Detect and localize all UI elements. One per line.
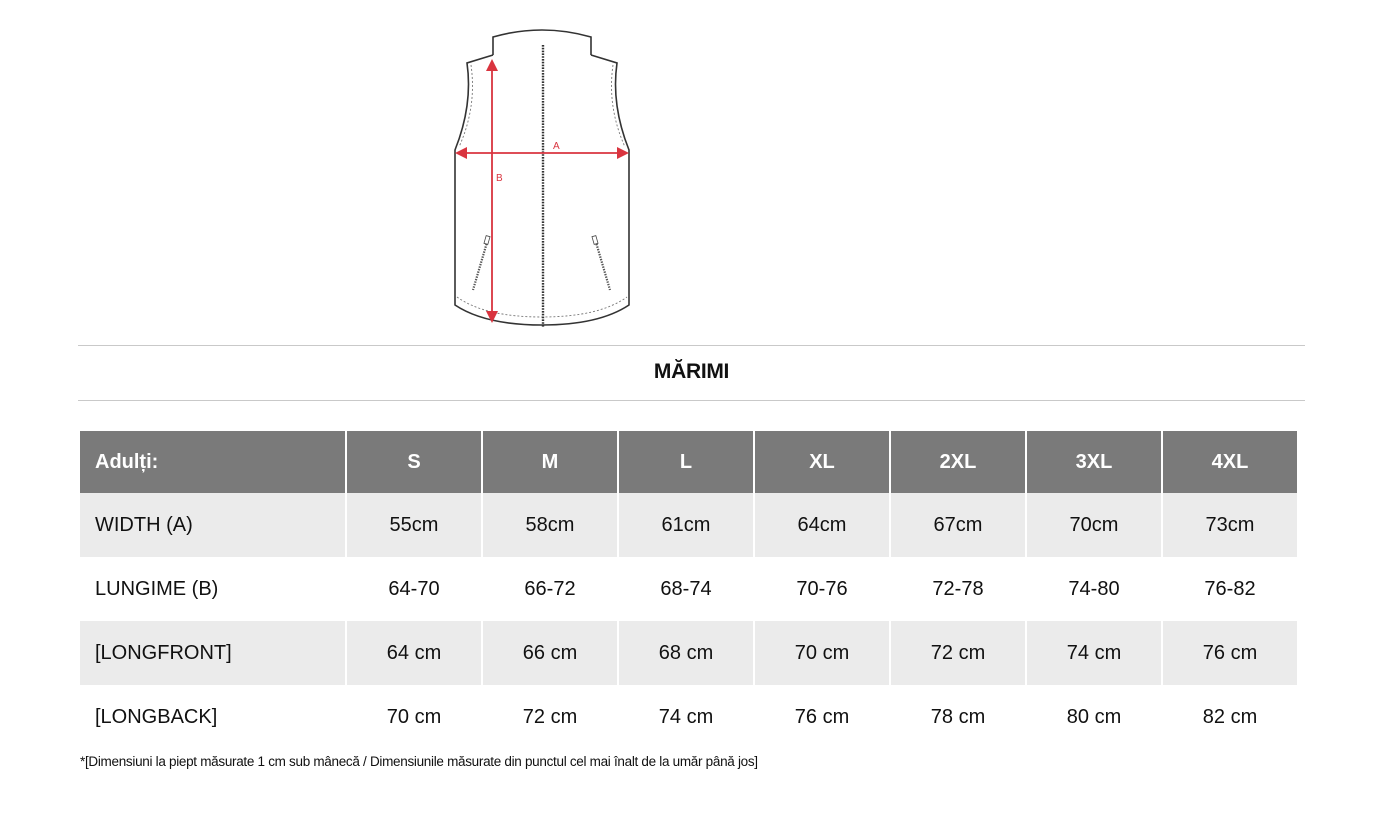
header-category: Adulți: xyxy=(80,431,345,493)
table-cell: 66 cm xyxy=(483,621,617,685)
table-cell: 72 cm xyxy=(483,685,617,749)
table-cell: 66-72 xyxy=(483,557,617,621)
footnote: *[Dimensiuni la piept măsurate 1 cm sub mânecă / Dimensiunile măsurate din punctul cel mai înalt de la umăr până jos] xyxy=(80,754,758,769)
table-cell: 70cm xyxy=(1027,493,1161,557)
table-row xyxy=(80,557,1297,621)
table-cell: 64cm xyxy=(755,493,889,557)
divider-top xyxy=(78,345,1305,346)
table-cell: 74 cm xyxy=(619,685,753,749)
measure-a-label: A xyxy=(553,141,560,152)
table-cell: 76 cm xyxy=(755,685,889,749)
table-cell: 68 cm xyxy=(619,621,753,685)
vest-diagram xyxy=(445,25,640,335)
table-cell: 74-80 xyxy=(1027,557,1161,621)
row-label: [LONGFRONT] xyxy=(80,621,345,685)
header-size: L xyxy=(619,431,753,493)
table-cell: 68-74 xyxy=(619,557,753,621)
row-label: [LONGBACK] xyxy=(80,685,345,749)
table-cell: 80 cm xyxy=(1027,685,1161,749)
row-label: WIDTH (A) xyxy=(80,493,345,557)
header-size: S xyxy=(347,431,481,493)
header-size: 4XL xyxy=(1163,431,1297,493)
table-row xyxy=(80,493,1297,557)
table-cell: 70 cm xyxy=(755,621,889,685)
table-cell: 70-76 xyxy=(755,557,889,621)
table-cell: 78 cm xyxy=(891,685,1025,749)
header-size: M xyxy=(483,431,617,493)
table-cell: 72-78 xyxy=(891,557,1025,621)
table-cell: 82 cm xyxy=(1163,685,1297,749)
table-cell: 64 cm xyxy=(347,621,481,685)
header-size: 2XL xyxy=(891,431,1025,493)
table-cell: 70 cm xyxy=(347,685,481,749)
table-cell: 72 cm xyxy=(891,621,1025,685)
table-cell: 73cm xyxy=(1163,493,1297,557)
table-cell: 55cm xyxy=(347,493,481,557)
table-row xyxy=(80,621,1297,685)
table-cell: 74 cm xyxy=(1027,621,1161,685)
table-cell: 76-82 xyxy=(1163,557,1297,621)
measure-b-label: B xyxy=(496,173,503,184)
table-cell: 67cm xyxy=(891,493,1025,557)
header-size: 3XL xyxy=(1027,431,1161,493)
table-row xyxy=(80,685,1297,749)
table-header-row xyxy=(80,431,1297,493)
row-label: LUNGIME (B) xyxy=(80,557,345,621)
header-size: XL xyxy=(755,431,889,493)
table-cell: 76 cm xyxy=(1163,621,1297,685)
size-table xyxy=(78,431,1299,749)
vest-measurement-icon xyxy=(445,25,640,335)
table-cell: 64-70 xyxy=(347,557,481,621)
section-title: MĂRIMI xyxy=(653,360,730,383)
divider-bottom xyxy=(78,400,1305,401)
table-cell: 61cm xyxy=(619,493,753,557)
table-cell: 58cm xyxy=(483,493,617,557)
